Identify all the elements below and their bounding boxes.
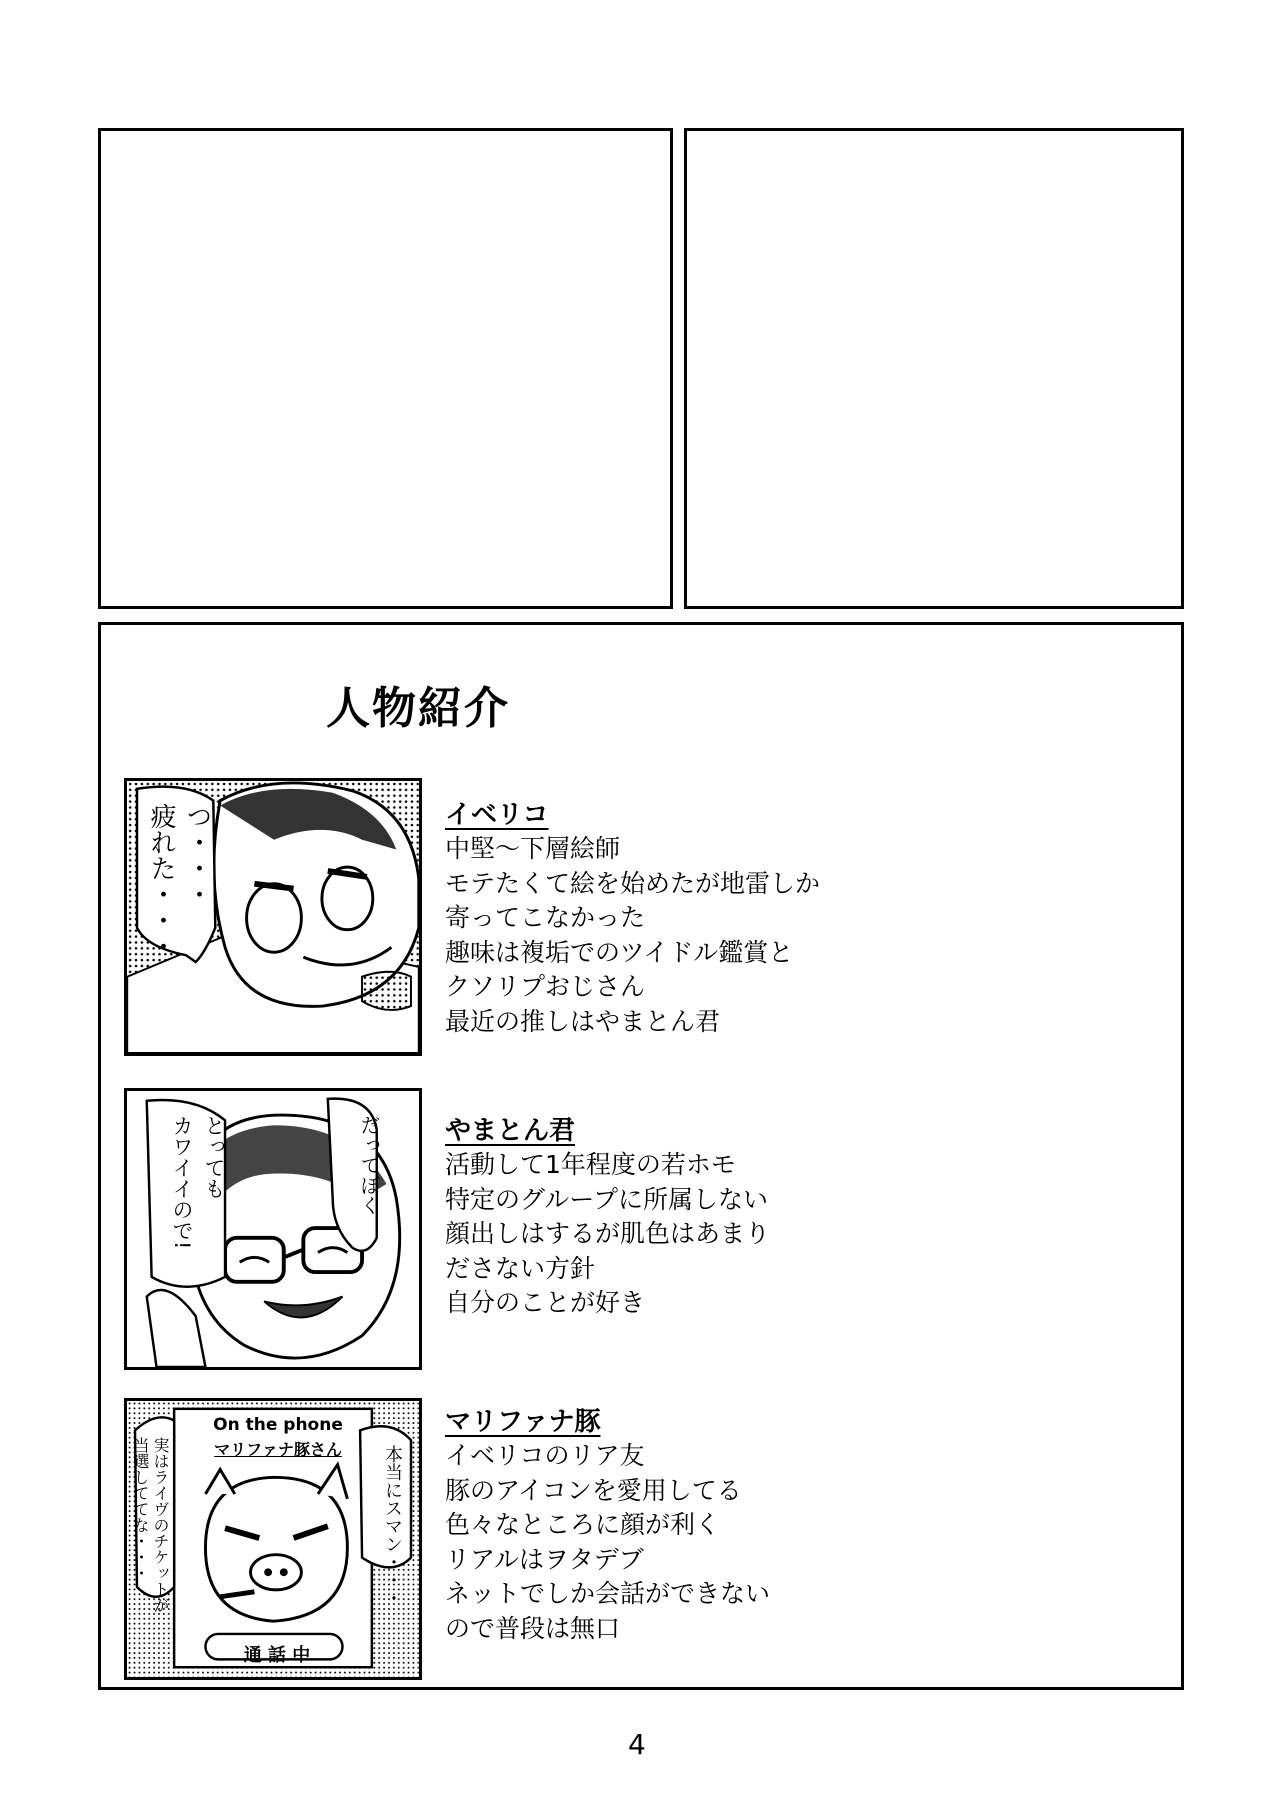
character-line: クソリプおじさん — [445, 972, 646, 1001]
character-thumb-yamaton — [124, 1088, 422, 1370]
empty-panel-left — [98, 128, 673, 609]
character-info-iberico — [445, 798, 1205, 1039]
character-line: 自分のことが好き — [445, 1288, 646, 1317]
character-line: 特定のグループに所属しない — [445, 1184, 769, 1214]
character-line: 最近の推しはやまとん君 — [445, 1006, 721, 1036]
intro-title: 人物紹介 — [326, 683, 510, 734]
character-name: マリファナ豚 — [445, 1407, 601, 1437]
pig-speech-3: 当選しててな・・・ — [131, 1437, 150, 1581]
pig-speech-1: 本当にスマン・・・ — [382, 1445, 403, 1607]
caller-name-label: マリファナ豚さん — [214, 1440, 342, 1459]
character-line: ネットでしか会話ができない — [445, 1579, 771, 1608]
character-info-yamaton — [445, 1114, 1205, 1321]
yamaton-speech-2: とっても — [202, 1115, 226, 1199]
character-line: 色々なところに顔が利く — [445, 1510, 721, 1539]
character-line: 中堅～下層絵師 — [445, 834, 621, 863]
character-line: リアルはヲタデブ — [445, 1544, 644, 1574]
yamaton-speech-1: だってぼく — [357, 1115, 381, 1215]
iberico-speech-1: つ・・・ — [182, 803, 212, 907]
character-thumb-iberico — [124, 778, 422, 1056]
character-line: イベリコのリア友 — [445, 1441, 645, 1470]
empty-panel-right — [684, 128, 1184, 609]
character-line: 豚のアイコンを愛用してる — [445, 1475, 742, 1505]
iberico-speech-2: 疲れた・・・ — [146, 803, 176, 959]
calling-status-label: 通 話 中 — [243, 1645, 311, 1666]
page-number: 4 — [628, 1728, 646, 1761]
character-line: 寄ってこなかった — [445, 903, 646, 932]
pig-speech-2: 実はライヴのチケットが — [151, 1437, 170, 1613]
on-the-phone-label: On the phone — [213, 1415, 343, 1435]
character-line: ので普段は無口 — [445, 1613, 621, 1643]
character-info-marijuana-pig — [445, 1405, 1205, 1646]
character-line: 活動して1年程度の若ホモ — [445, 1150, 736, 1179]
character-name: イベリコ — [445, 800, 549, 830]
character-line: 顔出しはするが肌色はあまり — [445, 1219, 771, 1248]
yamaton-speech-3: カワイイので! — [170, 1115, 194, 1250]
character-name: やまとん君 — [445, 1116, 576, 1146]
character-line: ださない方針 — [445, 1253, 596, 1283]
character-line: モテたくて絵を始めたが地雷しか — [445, 868, 821, 898]
character-line: 趣味は複垢でのツイドル鑑賞と — [445, 937, 794, 967]
character-thumb-marijuana-pig — [124, 1398, 422, 1680]
